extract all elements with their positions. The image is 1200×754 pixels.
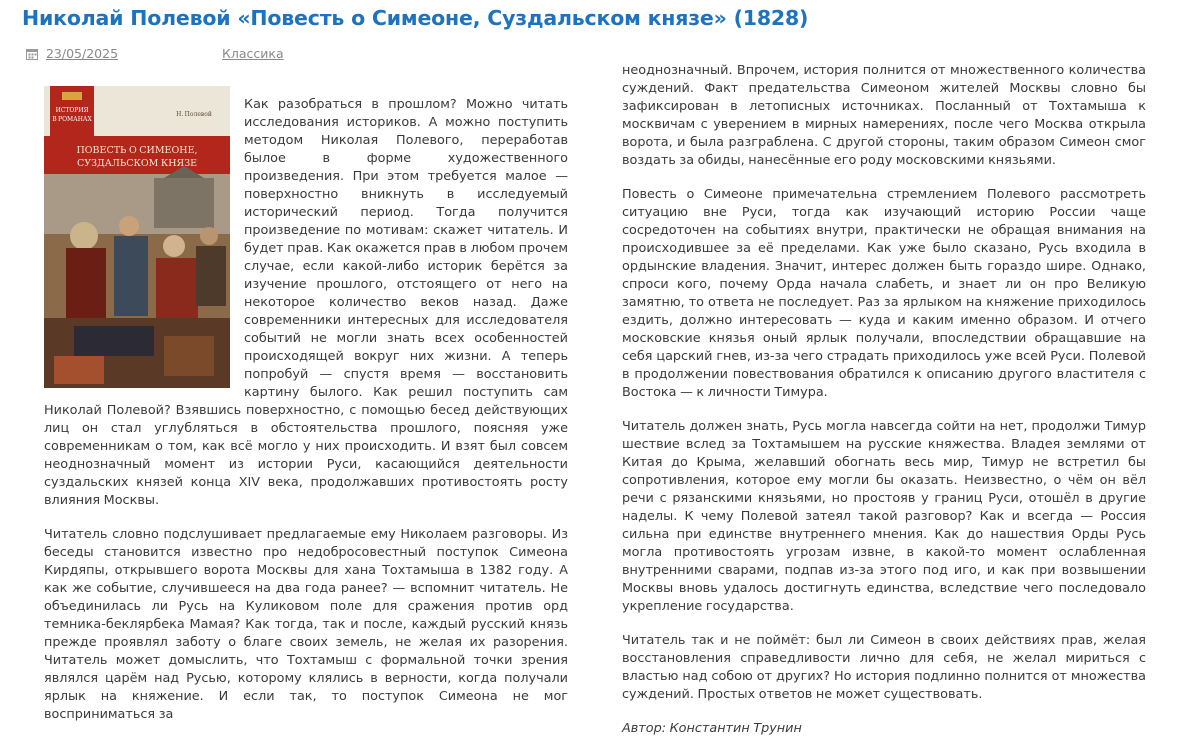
- book-cover-art: [44, 86, 230, 388]
- cover-title-line2: СУЗДАЛЬСКОМ КНЯЗЕ: [76, 158, 198, 169]
- book-cover-image[interactable]: [44, 86, 230, 388]
- article-column-right: [622, 62, 1146, 754]
- cover-title-line1: ПОВЕСТЬ О СИМЕОНЕ,: [76, 145, 198, 156]
- paragraph: Читатель словно подслушивает предлагаемые ему Николаем разговоры. Из беседы становится известно про недобросовестный поступок Симеона Кирдяпы, открывшего ворота Москвы для хана Тохтамыша в 1382 году. А как же событие, случившееся на два года ранее? — вспомнит читатель. Не объединилась ли Русь на Куликовом поле для сражения против орд темника-беклярбека Мамая? Как тогда, так и после, каждый русский князь прежде проявлял заботу о благе своих земель, не желая их разорения. Читатель может домыслить, что Тохтамыш с формальной точки зрения являлся царём над Русью, которому клялись в верности, когда получали ярлык на княжение. И если так, то поступок Симеона не мог восприниматься за: [44, 527, 568, 722]
- cover-series-line2: В РОМАНАХ: [52, 116, 92, 123]
- cover-series-line1: ИСТОРИЯ: [55, 107, 89, 114]
- paragraph: Как разобраться в прошлом? Можно читать исследования историков. А можно поступить методом Николая Полевого, переработав былое в форме художественного произведения. При этом требуется малое — поверхностно вникнуть в исследуемый исторический период. Тогда получится произведение по мотивам: скажет читатель. И будет прав. Как окажется прав в любом прочем случае, если какой-либо историк берётся за изучение прошлого, отстоящего от него на некоторое количество веков назад. Даже современники интересных для исследователя событий не могли знать всех особенностей происходящей вокруг них жизни. А теперь попробуй — спустя время — восстановить картину былого. Как решил поступить сам Николай Полевой? Взявшись поверхностно, с помощью бесед действующих лиц он стал углубляться в обстоятельства прошлого, поясняя уже современникам о том, как всё могло у них происходить. И взят был совсем неоднозначный момент из истории Руси, касающийся деятельности суздальских князей конца XIV века, продолжавших противостоять росту влияния Москвы.: [44, 97, 568, 508]
- article-column-left: [44, 96, 568, 740]
- post-meta: [26, 46, 284, 61]
- post-date-link[interactable]: 23/05/2025: [45, 46, 119, 61]
- paragraph: Повесть о Симеоне примечательна стремлением Полевого рассмотреть ситуацию вне Руси, тогда как изучающий историю России чаще сосредоточен на событиях внутри, практически не обращая внимания на происходившее за её пределами. Как уже было сказано, Русь входила в ордынские владения. Значит, интерес должен быть гораздо шире. Однако, спроси кого, почему Орда начала слабеть, и знает ли он про Великую замятню, то ответа не последует. Раз за ярлыком на княжение приходилось ездить, должно интересовать — куда и каким именно образом. И отчего московские князья оный ярлык получали, впоследствии обращавшие на себя царский гнев, из-за чего страдать приходилось уже всей Руси. Полевой в продолжении повествования обратился к описанию другого властителя с Востока — к личности Тимура.: [622, 187, 1146, 400]
- cover-author: Н. Полевой: [176, 111, 212, 118]
- calendar-icon: [26, 48, 38, 60]
- paragraph: Читатель так и не поймёт: был ли Симеон в своих действиях прав, желая восстановления справедливости лично для себя, не желал мириться с властью над собою от других? Но история подлинно полнится от множества суждений. Простых ответов не может существовать.: [622, 633, 1146, 702]
- post-category-link[interactable]: Классика: [222, 46, 284, 61]
- article-title[interactable]: Николай Полевой «Повесть о Симеоне, Суздальском князе» (1828): [22, 6, 809, 30]
- paragraph: Читатель должен знать, Русь могла навсегда сойти на нет, продолжи Тимур шествие вслед за Тохтамышем на русские княжества. Владея землями от Китая до Крыма, желавший обогнать весь мир, Тимур не встретил бы сопротивления, которое ему могли бы оказать. Неизвестно, о чём он вёл речи с рязанскими князьями, но простояв у границ Руси, отошёл в другие наделы. К чему Полевой затеял такой разговор? Как и всегда — Россия сильна при единстве внутреннего мнения. Как до нашествия Орды Русь могла противостоять угрозам извне, в какой-то момент ослабленная внутренними сварами, подпав из-за этого под иго, и как при возвышении Москвы вновь удалось достигнуть единства, вследствие чего последовало укрепление государства.: [622, 419, 1146, 614]
- paragraph: неоднозначный. Впрочем, история полнится от множественного количества суждений. Факт предательства Симеоном жителей Москвы словно бы зафиксирован в летописных источниках. Посланный от Тохтамыша к москвичам с уверением в мирных намерениях, после чего Москва открыла ворота, и была разграблена. С другой стороны, таким образом Симеон смог воздать за обиды, нанесённые его роду московскими князьями.: [622, 63, 1146, 168]
- author-signature: Автор: Константин Трунин: [622, 721, 802, 736]
